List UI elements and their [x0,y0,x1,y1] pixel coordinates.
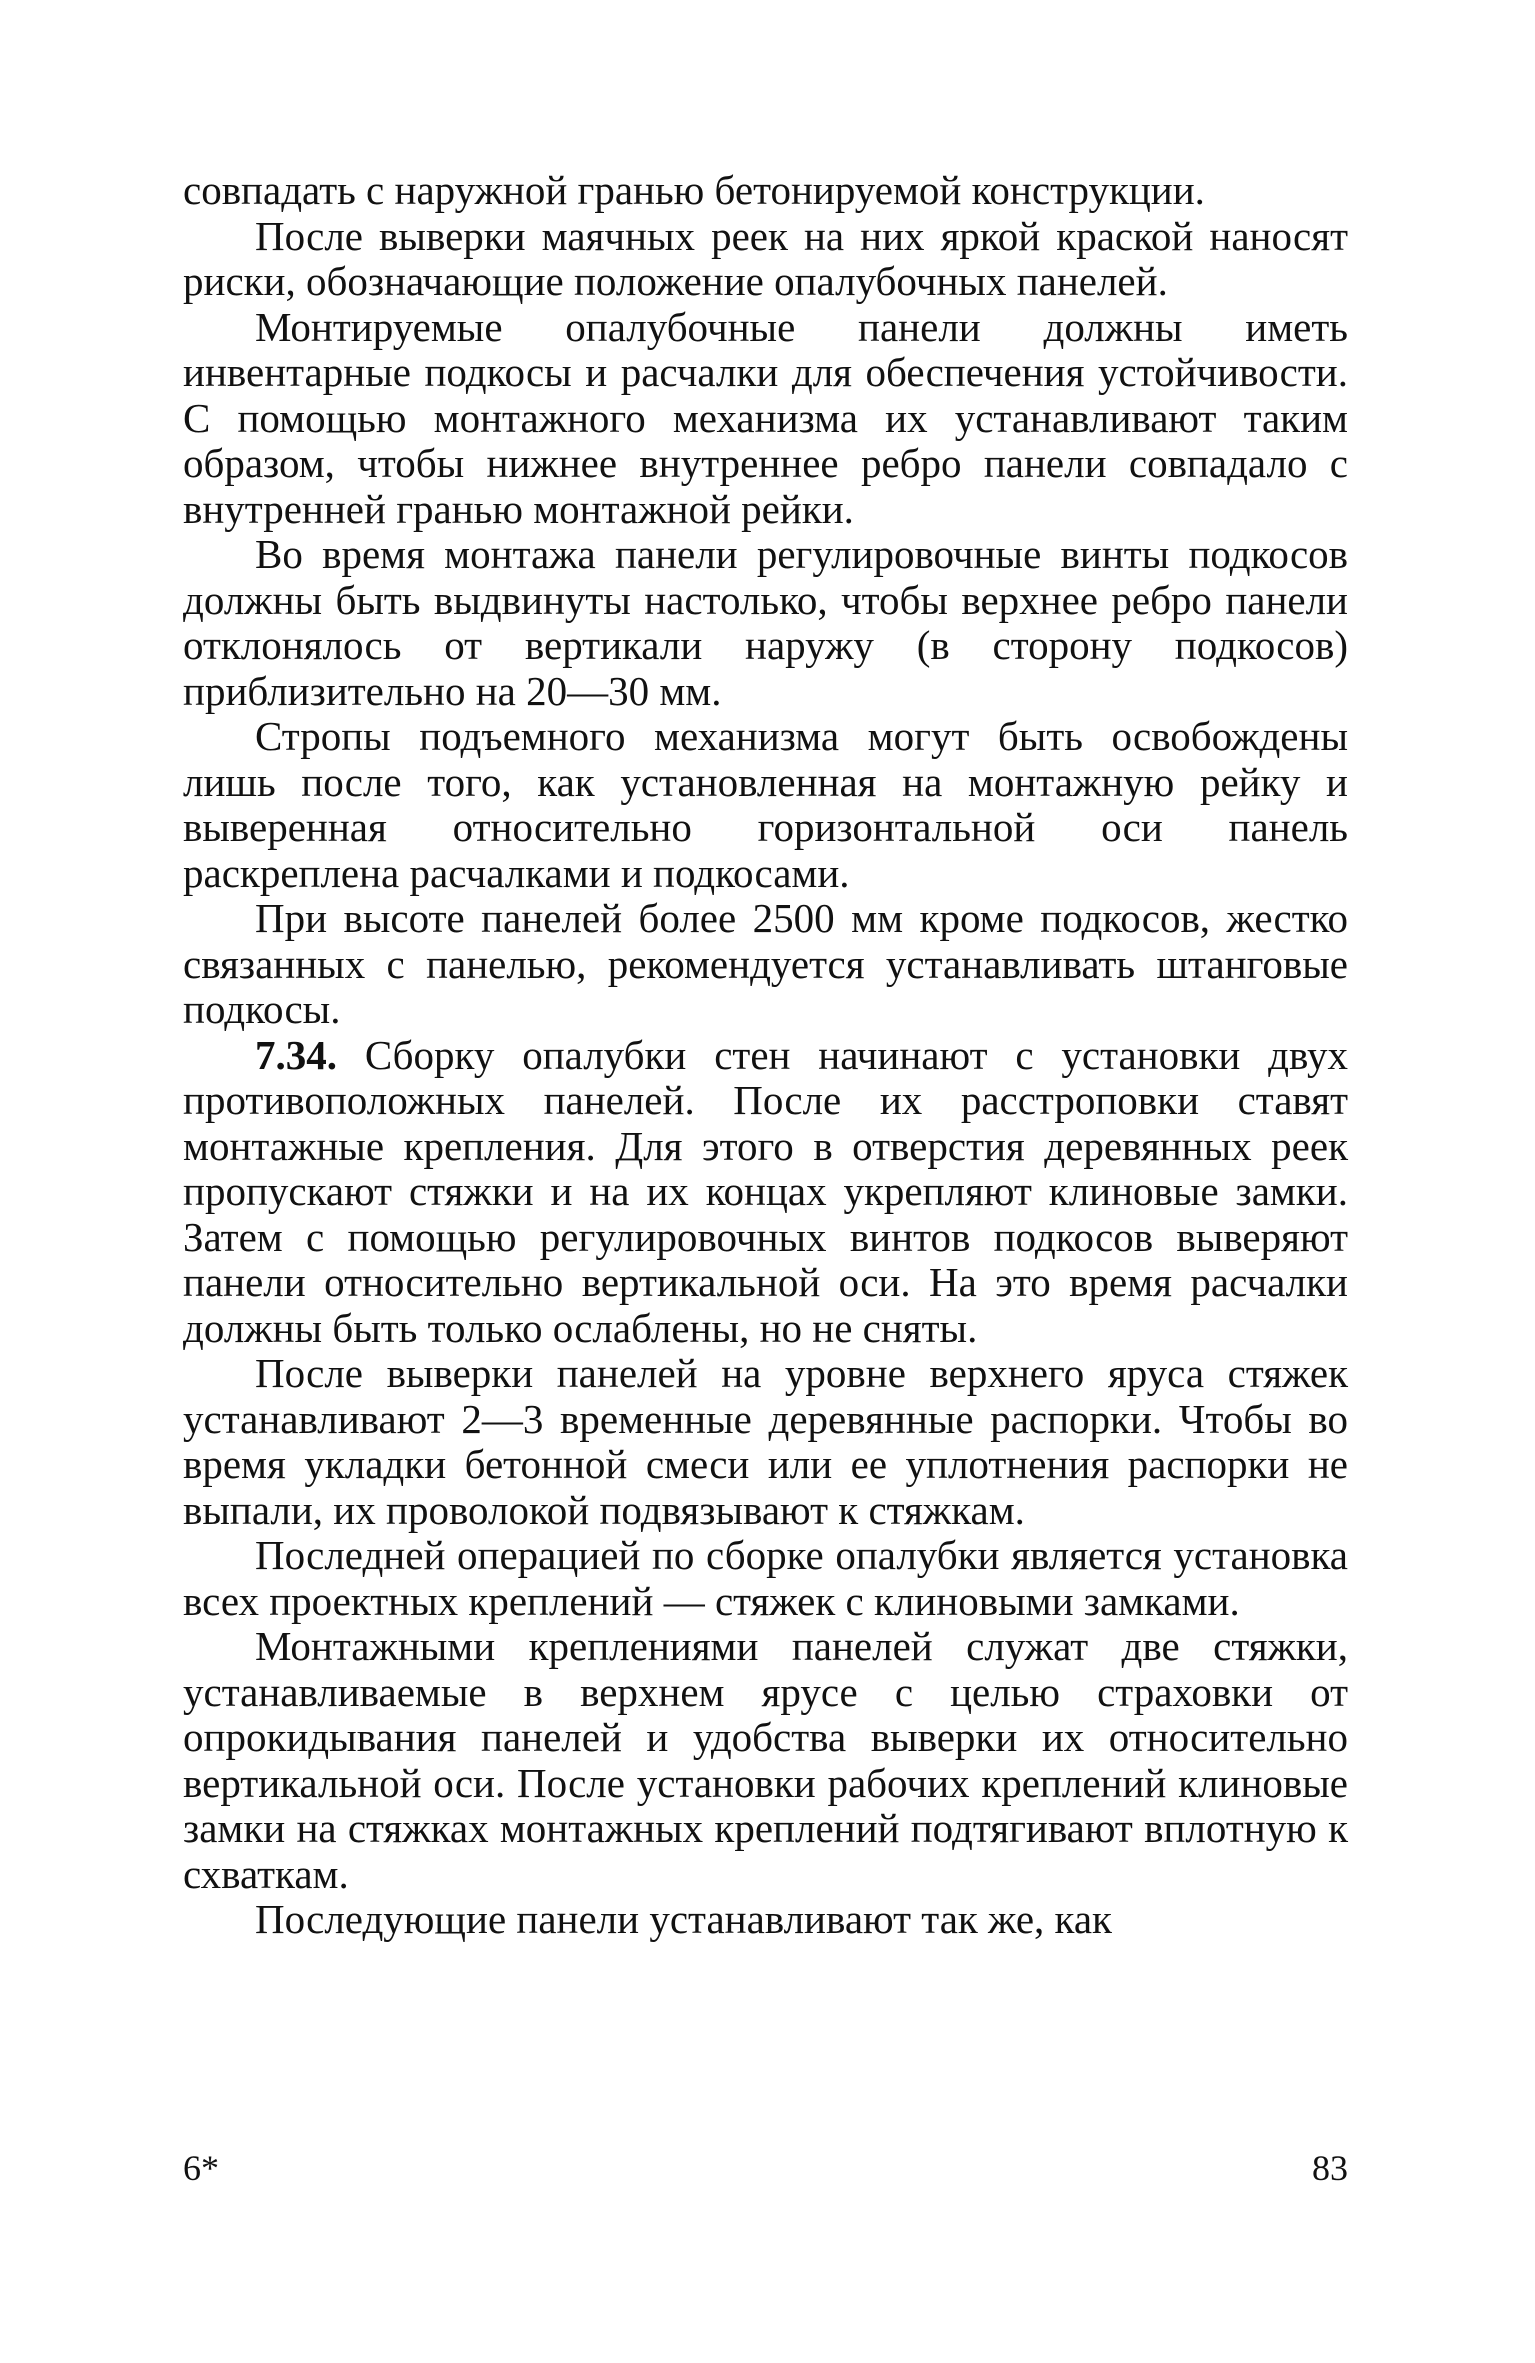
paragraph-7-text: Сборку опалубки стен начинают с установки двух противоположных панелей. После их расстроповки ставят монтажные крепления. Для этого в отверстия деревянных реек пропускают стяжки и на их концах укрепляют клиновые замки. Затем с помощью регулировочных винтов подкосов выверяют панели относительно вертикальной оси. На это время расчалки должны быть только ослаблены, но не сняты. [183,1031,1348,1351]
paragraph-11: Последующие панели устанавливают так же, как [255,1896,1112,1942]
page-number: 83 [1312,2148,1348,2188]
paragraph-5: Стропы подъемного механизма могут быть освобождены лишь после того, как установленная на монтажную рейку и выверенная относительно горизонтальной оси панель раскреплена расчалками и подкосами. [183,713,1348,896]
paragraph-10: Монтажными креплениями панелей служат две стяжки, устанавливаемые в верхнем ярусе с целью страховки от опрокидывания панелей и удобства выверки их относительно вертикальной оси. После установки рабочих креплений клиновые замки на стяжках монтажных креплений подтягивают вплотную к схваткам. [183,1623,1348,1897]
paragraph-8: После выверки панелей на уровне верхнего яруса стяжек устанавливают 2—3 временные деревянные распорки. Чтобы во время укладки бетонной смеси или ее уплотнения распорки не выпали, их проволокой подвязывают к стяжкам. [183,1350,1348,1533]
page-body [183,168,1348,1943]
signature-mark: 6* [183,2148,219,2188]
paragraph-6: При высоте панелей более 2500 мм кроме подкосов, жестко связанных с панелью, рекомендуется устанавливать штанговые подкосы. [183,895,1348,1032]
paragraph-4: Во время монтажа панели регулировочные винты подкосов должны быть выдвинуты настолько, чтобы верхнее ребро панели отклонялось от вертикали наружу (в сторону подкосов) приблизительно на 20—30 мм. [183,531,1348,714]
paragraph-7 [183,1033,1348,1352]
paragraph-2: После выверки маячных реек на них яркой краской наносят риски, обозначающие положение опалубочных панелей. [183,212,1348,304]
paragraph-3: Монтируемые опалубочные панели должны иметь инвентарные подкосы и расчалки для обеспечения устойчивости. С помощью монтажного механизма их устанавливают таким образом, чтобы нижнее внутреннее ребро панели совпадало с внутренней гранью монтажной рейки. [183,303,1348,532]
paragraph-9: Последней операцией по сборке опалубки является установка всех проектных креплений — стяжек с клиновыми замками. [183,1532,1348,1624]
paragraph-1: совпадать с наружной гранью бетонируемой конструкции. [183,167,1205,213]
section-number: 7.34. [255,1031,337,1078]
